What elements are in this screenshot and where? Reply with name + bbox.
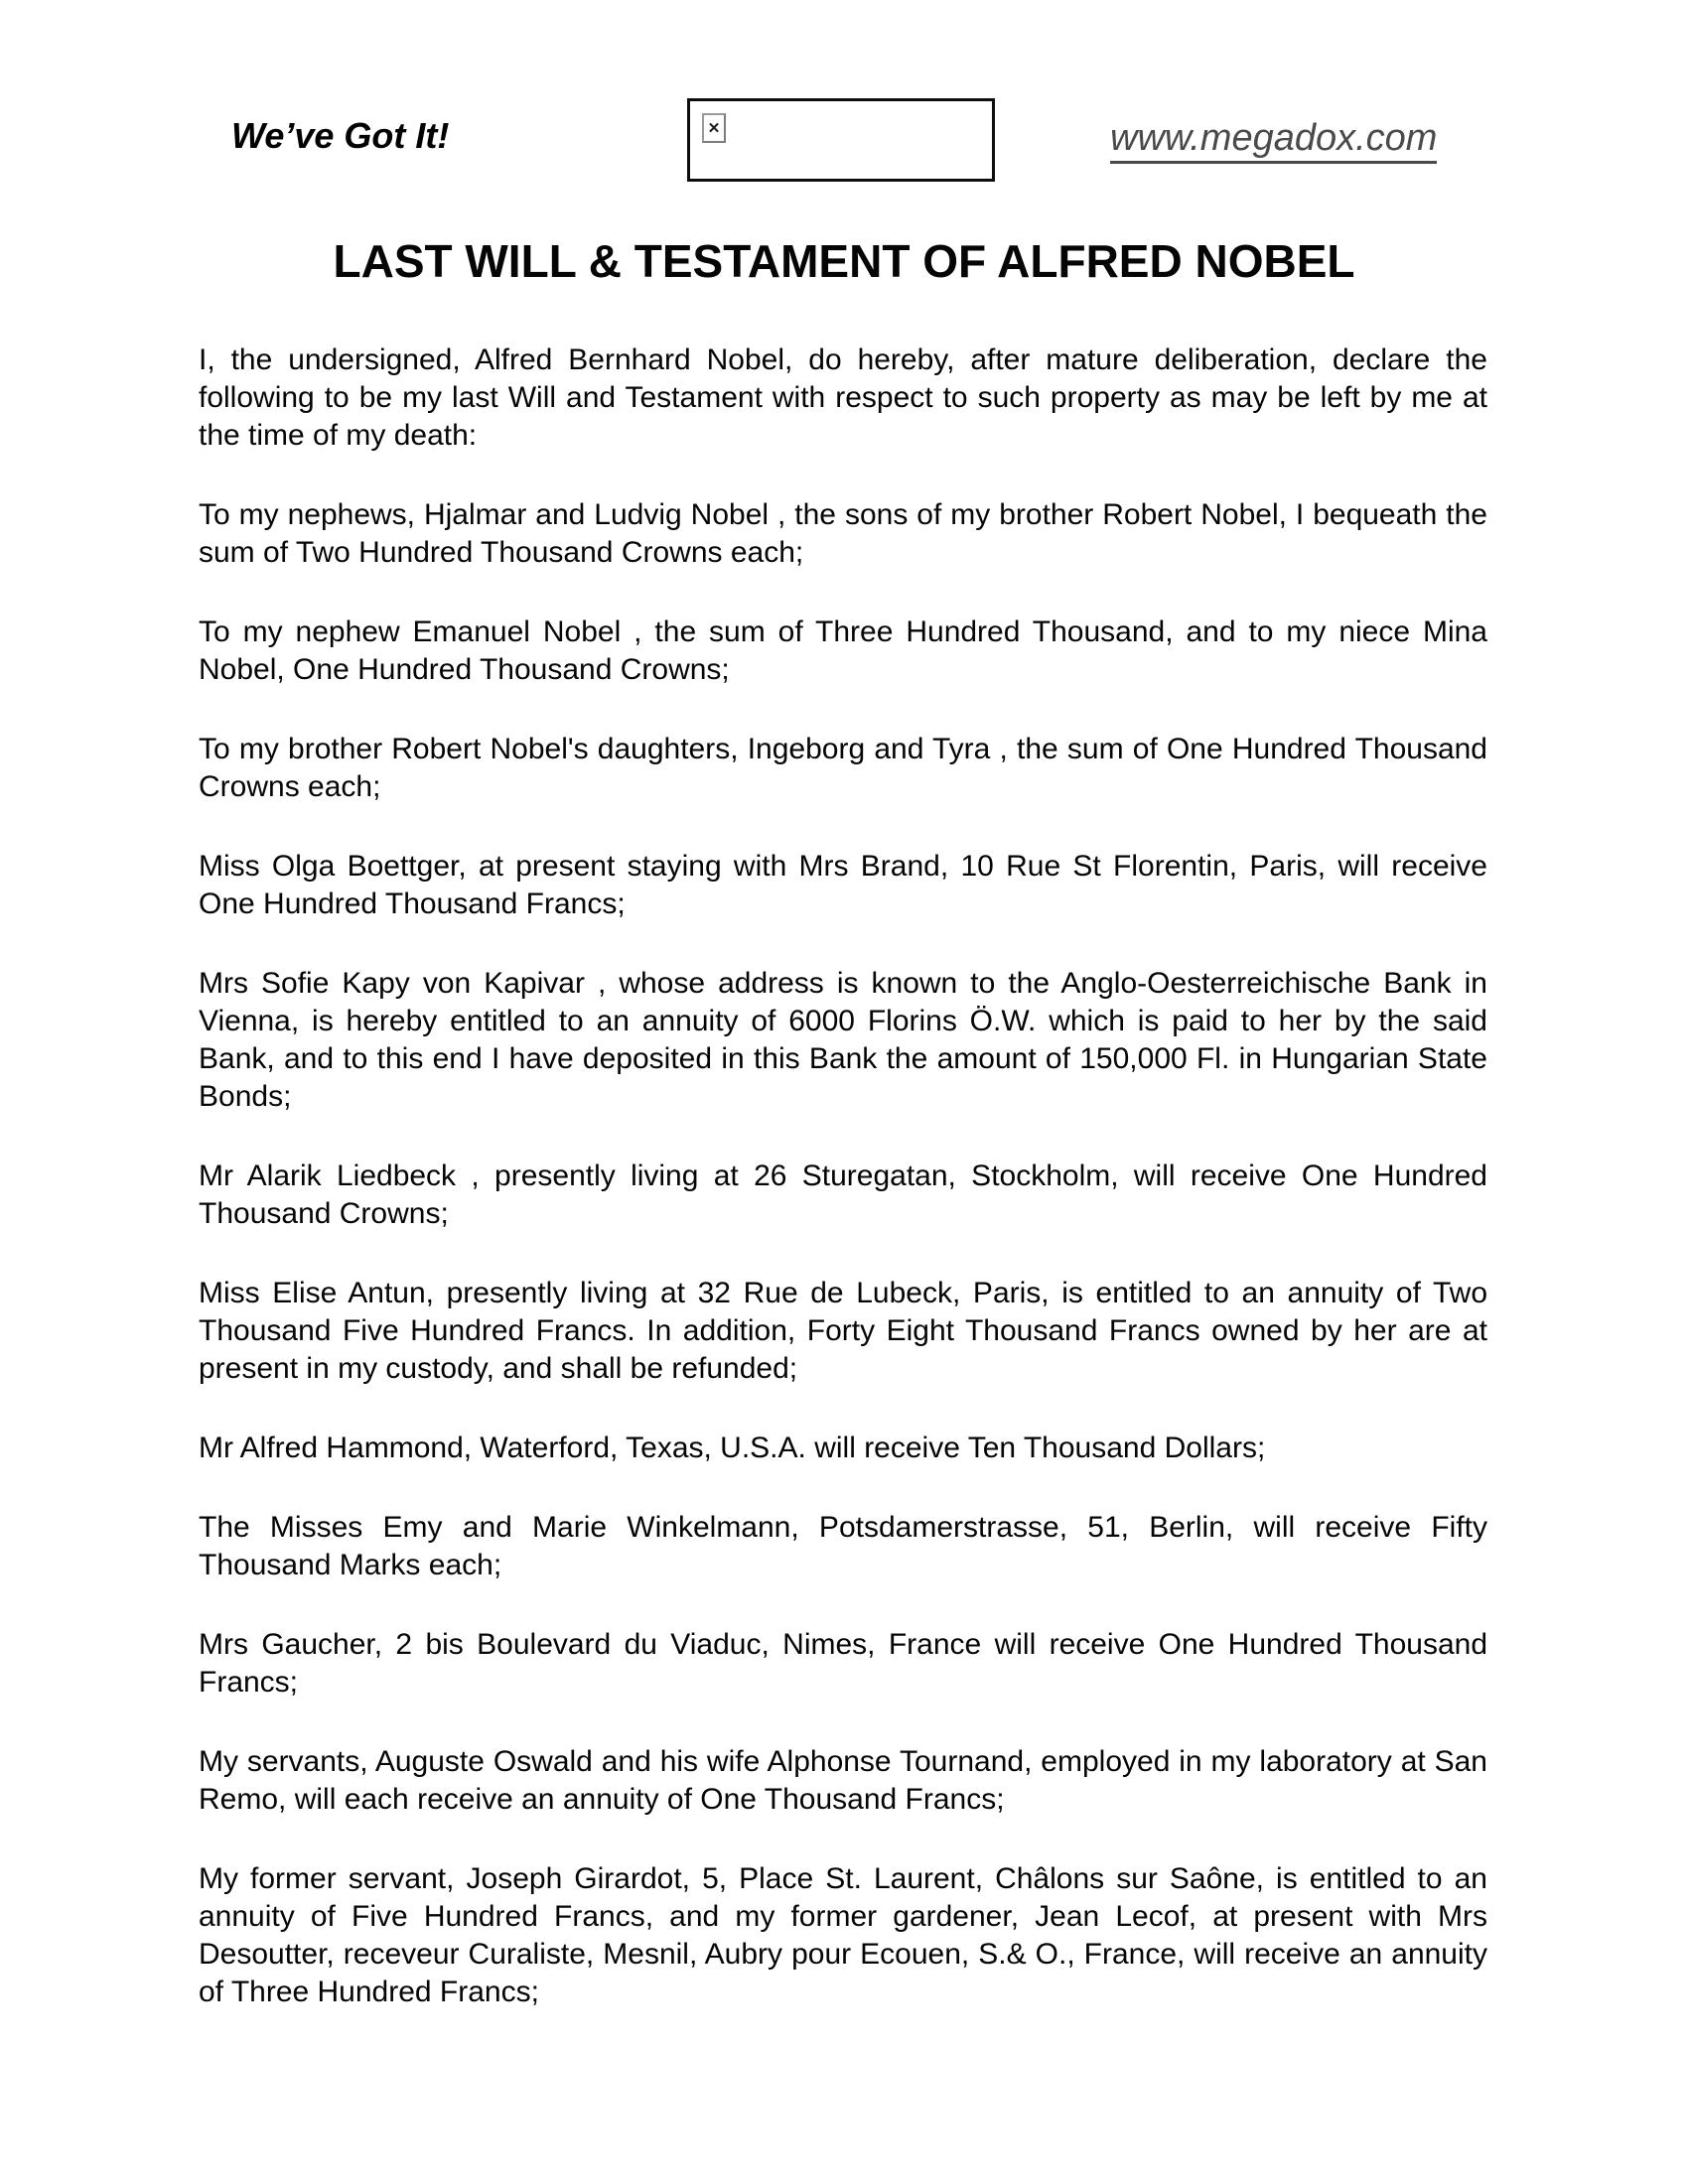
paragraph-preamble: I, the undersigned, Alfred Bernhard Nobel, do hereby, after mature deliberation, declare the following to be my last Will and Testament with respect to such property as may be left by me at the time of my death: (199, 343, 1487, 452)
paragraph-boettger: Miss Olga Boettger, at present staying with Mrs Brand, 10 Rue St Florentin, Paris, will receive One Hundred Thousand Francs; (199, 850, 1487, 920)
page-title: LAST WILL & TESTAMENT OF ALFRED NOBEL (333, 235, 1355, 287)
paragraph-gaucher: Mrs Gaucher, 2 bis Boulevard du Viaduc, Nimes, France will receive One Hundred Thousand Francs; (199, 1628, 1487, 1699)
paragraph-antun: Miss Elise Antun, presently living at 32 Rue de Lubeck, Paris, is entitled to an annuity of Two Thousand Five Hundred Francs. In addition, Forty Eight Thousand Francs owned by her are at present in my custody, and shall be refunded; (199, 1277, 1487, 1385)
paragraph-winkelmann: The Misses Emy and Marie Winkelmann, Potsdamerstrasse, 51, Berlin, will receive Fifty Thousand Marks each; (199, 1511, 1487, 1581)
paragraph-emanuel: To my nephew Emanuel Nobel , the sum of Three Hundred Thousand, and to my niece Mina Nobel, One Hundred Thousand Crowns; (199, 615, 1487, 686)
website-link[interactable]: www.megadox.com (1110, 117, 1437, 164)
tagline-text: We’ve Got It! (231, 115, 450, 156)
paragraph-daughters: To my brother Robert Nobel's daughters, Ingeborg and Tyra , the sum of One Hundred Thousand Crowns each; (199, 733, 1487, 803)
missing-image-placeholder (687, 98, 995, 182)
paragraph-kapy: Mrs Sofie Kapy von Kapivar , whose address is known to the Anglo-Oesterreichische Bank in Vienna, is hereby entitled to an annuity of 6000 Florins Ö.W. which is paid to her by the said Bank, and to this end I have deposited in this Bank the amount of 150,000 Fl. in Hungarian State Bonds; (199, 967, 1487, 1113)
paragraph-nephews: To my nephews, Hjalmar and Ludvig Nobel , the sons of my brother Robert Nobel, I bequeath the sum of Two Hundred Thousand Crowns each; (199, 498, 1487, 569)
broken-image-icon: ✕ (702, 113, 726, 143)
paragraph-liedbeck: Mr Alarik Liedbeck , presently living at 26 Sturegatan, Stockholm, will receive One Hundred Thousand Crowns; (199, 1160, 1487, 1230)
paragraph-girardot: My former servant, Joseph Girardot, 5, Place St. Laurent, Châlons sur Saône, is entitled to an annuity of Five Hundred Francs, and my former gardener, Jean Lecof, at present with Mrs Desoutter, receveur Curaliste, Mesnil, Aubry pour Ecouen, S.& O., France, will receive an annuity of Three Hundred Francs; (199, 1862, 1487, 2008)
paragraph-hammond: Mr Alfred Hammond, Waterford, Texas, U.S.A. will receive Ten Thousand Dollars; (199, 1432, 1266, 1464)
paragraph-servants: My servants, Auguste Oswald and his wife Alphonse Tournand, employed in my laboratory at San Remo, will each receive an annuity of One Thousand Francs; (199, 1745, 1487, 1816)
document-body (199, 341, 1487, 2053)
